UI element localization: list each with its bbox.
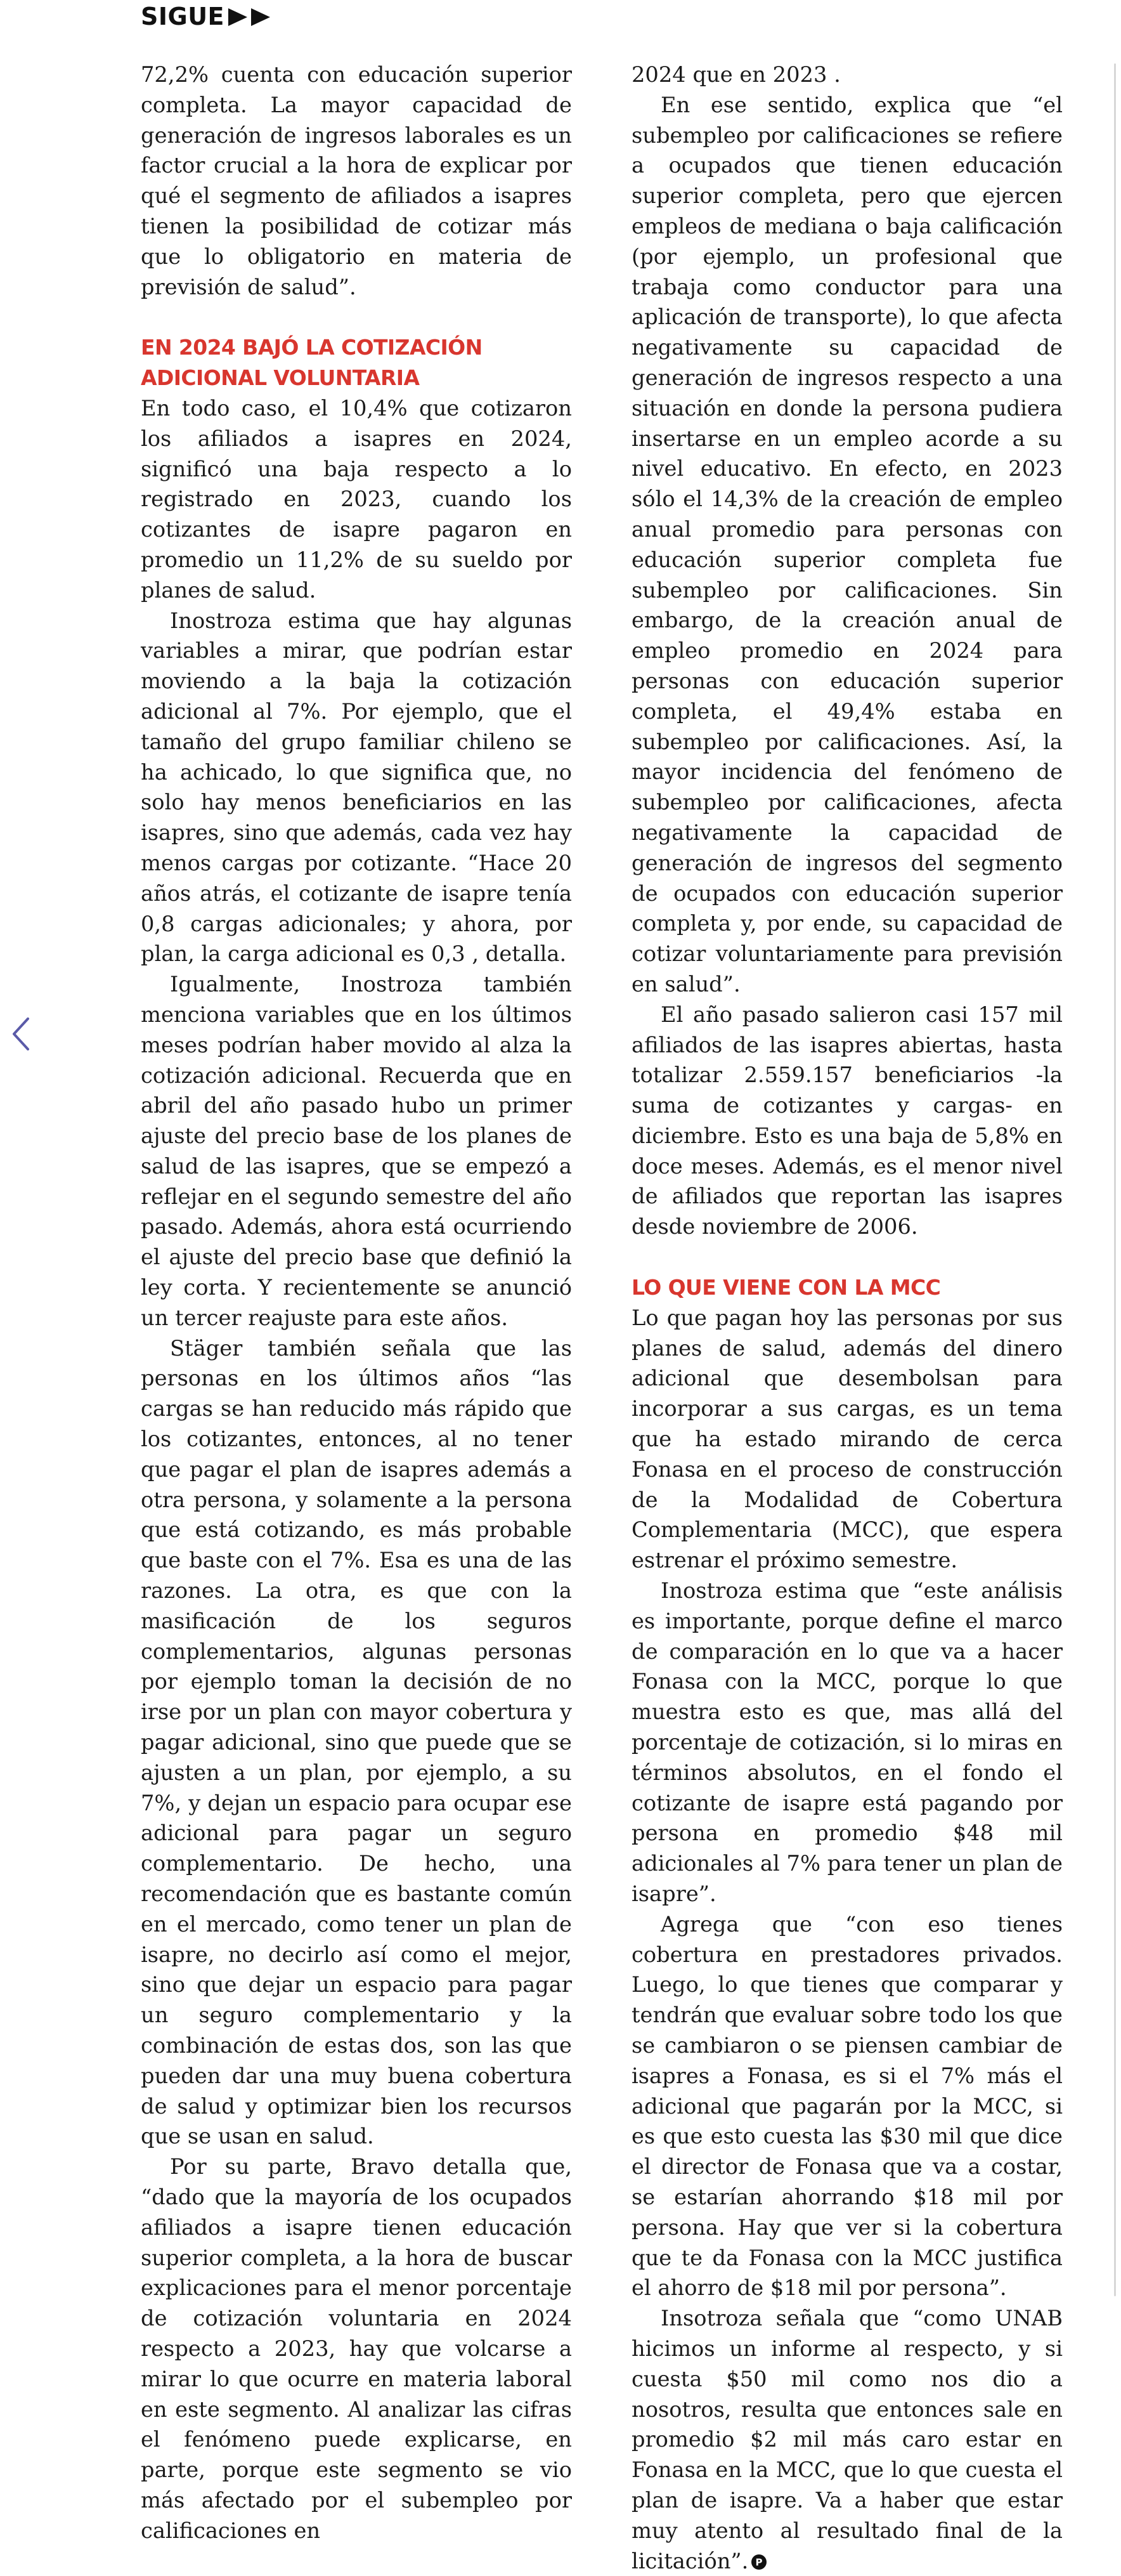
article-paragraph: 2024 que en 2023 . bbox=[632, 62, 841, 87]
article-paragraph-last bbox=[632, 2303, 1063, 2576]
svg-text:P: P bbox=[755, 2556, 763, 2568]
article-paragraph: Inostroza estima que “este análisis es importante, porque define el marco de comparación en lo que va a hacer Fonasa con la MCC, porque lo que muestra esto es que, mas allá del porcentaje de cotización, si lo miras en términos absolutos, en el fondo el cotizante de isapre está pagando por persona en promedio $48 mil adicionales al 7% para tener un plan de isapre”. bbox=[632, 1578, 1063, 1907]
end-of-article-icon bbox=[751, 2554, 767, 2570]
article-paragraph-text: Insotroza señala que “como UNAB hicimos un informe al respecto, y si cuesta $50 mil como nos dio a nosotros, resulta que entonces sale en promedio $2 mil más caro estar en Fonasa en la MCC, que lo que cuesta el plan de isapre. Va a haber que estar muy atento al resultado final de la licitación”. bbox=[632, 2306, 1063, 2573]
article-paragraph: Por su parte, Bravo detalla que, “dado que la mayoría de los ocupados afiliados a isapre tienen educación superior completa, a la hora de buscar explicaciones para el menor porcentaje de cotización voluntaria en 2024 respecto a 2023, hay que volcarse a mirar lo que ocurre en materia laboral en este segmento. Al analizar las cifras el fenómeno puede explicarse, en parte, porque este segmento se vio más afectado por el subempleo por calificaciones en bbox=[141, 2154, 572, 2543]
article-paragraph: Igualmente, Inostroza también menciona variables que en los últimos meses podrían haber movido al alza la cotización adicional. Recuerda que en abril del año pasado hubo un primer ajuste del precio base de los planes de salud de las isapres, que se empezó a reflejar en el segundo semestre del año pasado. Además, ahora está ocurriendo el ajuste del precio base que definió la ley corta. Y recientemente se anunció un tercer reajuste para este años. bbox=[141, 972, 572, 1330]
section-heading: LO QUE VIENE CON LA MCC bbox=[632, 1275, 941, 1300]
back-chevron-icon[interactable] bbox=[9, 1015, 34, 1053]
article-paragraph: El año pasado salieron casi 157 mil afiliados de las isapres abiertas, hasta totalizar 2.559.157 beneficiarios -la suma de cotizantes y cargas- en diciembre. Esto es una baja de 5,8% en doce meses. Además, es el menor nivel de afiliados que reportan las isapres desde noviembre de 2006. bbox=[632, 1002, 1063, 1239]
right-column bbox=[632, 60, 1063, 2576]
left-column bbox=[141, 60, 572, 2546]
double-arrow-right-icon bbox=[226, 6, 276, 28]
article-paragraph: Inostroza estima que hay algunas variables a mirar, que podrían estar moviendo a la baja la cotización adicional al 7%. Por ejemplo, que el tamaño del grupo familiar chileno se ha achicado, lo que significa que, no solo hay menos beneficiarios en las isapres, sino que además, cada vez hay menos cargas por cotizante. “Hace 20 años atrás, el cotizante de isapre tenía 0,8 cargas adicionales; y ahora, por plan, la carga adicional es 0,3 , detalla. bbox=[141, 608, 572, 967]
article-paragraph: En todo caso, el 10,4% que cotizaron los afiliados a isapres en 2024, significó una baja respecto a lo registrado en 2023, cuando los cotizantes de isapre pagaron en promedio un 11,2% de su sueldo por planes de salud. bbox=[141, 395, 572, 603]
article-paragraph: Lo que pagan hoy las personas por sus planes de salud, además del dinero adicional que desembolsan para incorporar a sus cargas, es un tema que ha estado mirando de cerca Fonasa en el proceso de construcción de la Modalidad de Cobertura Complementaria (MCC), que espera estrenar el próximo semestre. bbox=[632, 1305, 1063, 1573]
article-paragraph: Stäger también señala que las personas en los últimos años “las cargas se han reducido más rápido que los cotizantes, entonces, al no tener que pagar el plan de isapres además a otra persona, y solamente a la persona que está cotizando, es más probable que baste con el 7%. Esa es una de las razones. La otra, es que con la masificación de los seguros complementarios, algunas personas por ejemplo toman la decisión de no irse por un plan con mayor cobertura y pagar adicional, sino que puede que se ajusten a un plan, por ejemplo, a su 7%, y dejan un espacio para ocupar ese adicional para pagar un seguro complementario. De hecho, una recomendación que es bastante común en el mercado, como tener un plan de isapre, no decirlo así como el mejor, sino que dejar un espacio para pagar un seguro complementario y la combinación de estas dos, son las que pueden dar una muy buena cobertura de salud y optimizar bien los recursos que se usan en salud. bbox=[141, 1335, 572, 2149]
article-paragraph: 72,2% cuenta con educación superior completa. La mayor capacidad de generación de ingresos laborales es un factor crucial a la hora de explicar por qué el segmento de afiliados a isapres tienen la posibilidad de cotizar más que lo obligatorio en materia de previsión de salud”. bbox=[141, 62, 572, 299]
continue-label: SIGUE bbox=[141, 3, 225, 30]
scrollbar[interactable] bbox=[1114, 63, 1116, 2296]
article-paragraph: En ese sentido, explica que “el subempleo por calificaciones se refiere a ocupados que tienen educación superior completa, pero que ejercen empleos de mediana o baja calificación (por ejemplo, un profesional que trabaja como conductor para una aplicación de transporte), lo que afecta negativamente su capacidad de generación de ingresos respecto a una situación en donde la persona pudiera insertarse en un empleo acorde a su nivel educativo. En efecto, en 2023 sólo el 14,3% de la creación de empleo anual promedio para personas con educación superior completa fue subempleo por calificaciones. Sin embargo, de la creación anual de empleo promedio en 2024 para personas con educación superior completa, el 49,4% estaba en subempleo por calificaciones. Así, la mayor incidencia del fenómeno de subempleo por calificaciones, afecta negativamente la capacidad de generación de ingresos del segmento de ocupados con educación superior completa y, por ende, su capacidad de cotizar voluntariamente para previsión en salud”. bbox=[632, 92, 1063, 997]
section-heading: EN 2024 BAJÓ LA COTIZACIÓN ADICIONAL VOLUNTARIA bbox=[141, 335, 483, 391]
article-paragraph: Agrega que “con eso tienes cobertura en prestadores privados. Luego, lo que tienes que comparar y tendrán que evaluar sobre todo los que se cambiaron o se piensen cambiar de isapres a Fonasa, es si el 7% más el adicional que pagarán por la MCC, si es que esto cuesta las $30 mil que dice el director de Fonasa que va a costar, se estarían ahorrando $18 mil por persona. Hay que ver si la cobertura que te da Fonasa con la MCC justifica el ahorro de $18 mil por persona”. bbox=[632, 1911, 1063, 2301]
